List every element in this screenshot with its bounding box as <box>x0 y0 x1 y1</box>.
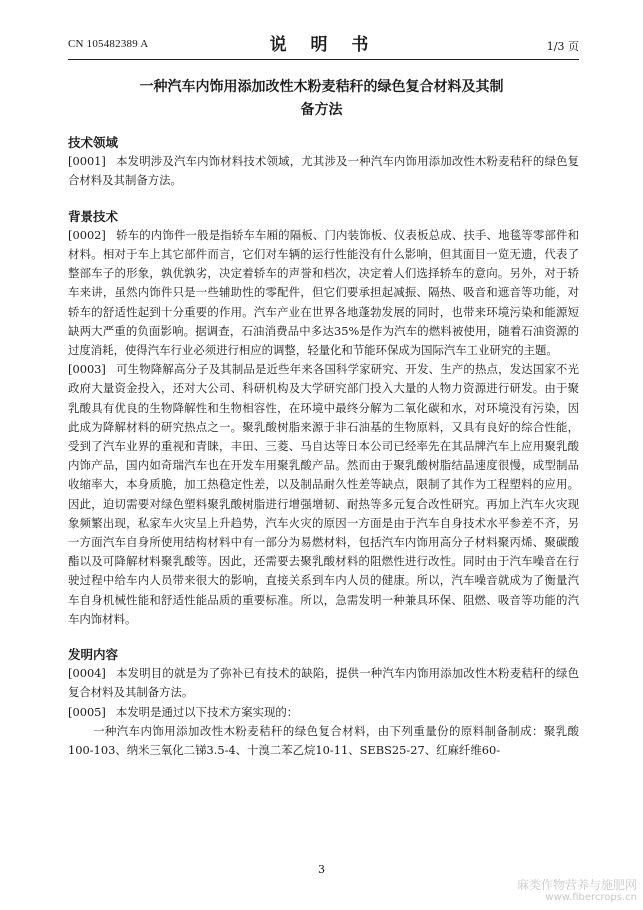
paragraph-text: 轿车的内饰件一般是指轿车车厢的隔板、门内装饰板、仪表板总成、扶手、地毯等零部件和材料。相对于车上其它部件而言，它们对车辆的运行性能没有什么影响，但其面目一览无遗，代表了整部车子的形象，孰优孰劣，决定着轿车的声誉和档次，决定着人们选择轿车的意向。另外，对于轿车来讲，虽然内饰件只是一些辅助性的零配件，但它们要承担起减振、隔热、吸音和遮音等功能，对轿车的舒适性起到十分重要的作用。汽车产业在世界各地蓬勃发展的同时，也带来环境污染和能源短缺两大严重的负面影响。据调查，石油消费品中多达35%是作为汽车的燃料被使用，随着石油资源的过度消耗，使得汽车行业必须进行相应的调整，轻量化和节能环保成为国际汽车工业研究的主题。 <box>68 227 579 358</box>
title-line-2: 备方法 <box>300 102 343 118</box>
site-watermark <box>517 878 637 904</box>
page-count: 1/3 页 <box>546 40 579 53</box>
paragraph-text: 可生物降解高分子及其制品是近些年来各国科学家研究、开发、生产的热点，发达国家不光政府大量资金投入，还对大公司、科研机构及大学研究部门投入大量的人物力资源进行研发。由于聚乳酸具有优良的生物降解性和生物相容性，在环境中最终分解为二氧化碳和水，对环境没有污染，因此成为降解材料的研究热点之一。聚乳酸树脂来源于非石油基的生物原料，又具有良好的综合性能，受到了汽车业界的重视和青睐，丰田、三菱、马自达等日本公司已经率先在其品牌汽车上应用聚乳酸内饰产品，国内如奇瑞汽车也在开发车用聚乳酸产品。然而由于聚乳酸树脂结晶速度很慢，成型制品收缩率大，本身质脆，加工热稳定性差，以及制品耐久性差等缺点，限制了其作为工程塑料的应用。因此，迫切需要对绿色塑料聚乳酸树脂进行增强增韧、耐热等多元复合改性研究。再加上汽车火灾现象频繁出现，私家车火灾呈上升趋势，汽车火灾的原因一方面是由于汽车自身技术水平参差不齐，另一方面汽车自身所使用结构材料中有一部分为易燃材料，包括汽车内饰用高分子材料聚丙烯、聚碳酸酯以及可降解材料聚乳酸等。因此，还需要去聚乳酸材料的阻燃性进行改性。同时由于汽车噪音在行驶过程中给车内人员带来很大的影响，直接关系到车内人员的健康。所以，汽车噪音就成为了衡量汽车自身机械性能和舒适性能品质的重要标准。所以，急需发明一种兼具环保、阻燃、吸音等功能的汽车内饰材料。 <box>68 362 579 626</box>
paragraph-number: [0003] <box>68 362 106 377</box>
paragraph-0003 <box>68 360 579 629</box>
page-number: 3 <box>318 863 325 876</box>
paragraph-text: 本发明涉及汽车内饰材料技术领域，尤其涉及一种汽车内饰用添加改性木粉麦秸秆的绿色复合材料及其制备方法。 <box>68 154 579 188</box>
document-body <box>68 133 579 760</box>
paragraph-0004 <box>68 664 579 702</box>
patent-number: CN 105482389 A <box>68 38 149 50</box>
paragraph-0002 <box>68 226 579 360</box>
section-heading-technical-field: 技术领域 <box>68 135 119 150</box>
paragraph-number: [0004] <box>68 666 106 681</box>
paragraph-number: [0005] <box>68 704 106 719</box>
header-divider <box>68 59 579 60</box>
title-line-1: 一种汽车内饰用添加改性木粉麦秸秆的绿色复合材料及其制 <box>139 79 504 95</box>
section-heading-background: 背景技术 <box>68 208 119 224</box>
document-type-title: 说 明 书 <box>269 35 378 55</box>
paragraph-number: [0002] <box>68 227 106 242</box>
paragraph-0005-continued: 一种汽车内饰用添加改性木粉麦秸秆的绿色复合材料，由下列重量份的原料制备制成：聚乳酸100-103、纳米三氧化二锑3.5-4、十溴二苯乙烷10-11、SEBS25-27、红麻纤维60- <box>68 723 579 758</box>
page-header <box>68 30 579 60</box>
paragraph-text: 本发明目的就是为了弥补已有技术的缺陷，提供一种汽车内饰用添加改性木粉麦秸秆的绿色复合材料及其制备方法。 <box>68 666 579 700</box>
section-heading-invention: 发明内容 <box>68 647 119 663</box>
watermark-url: www.fibercrops.cn <box>545 892 637 903</box>
paragraph-number: [0001] <box>68 154 106 169</box>
watermark-name: 麻类作物营养与施肥网 <box>516 878 637 892</box>
paragraph-0001 <box>68 152 579 190</box>
invention-title <box>70 76 573 122</box>
paragraph-text: 本发明是通过以下技术方案实现的： <box>115 704 299 719</box>
paragraph-0005 <box>68 703 579 722</box>
